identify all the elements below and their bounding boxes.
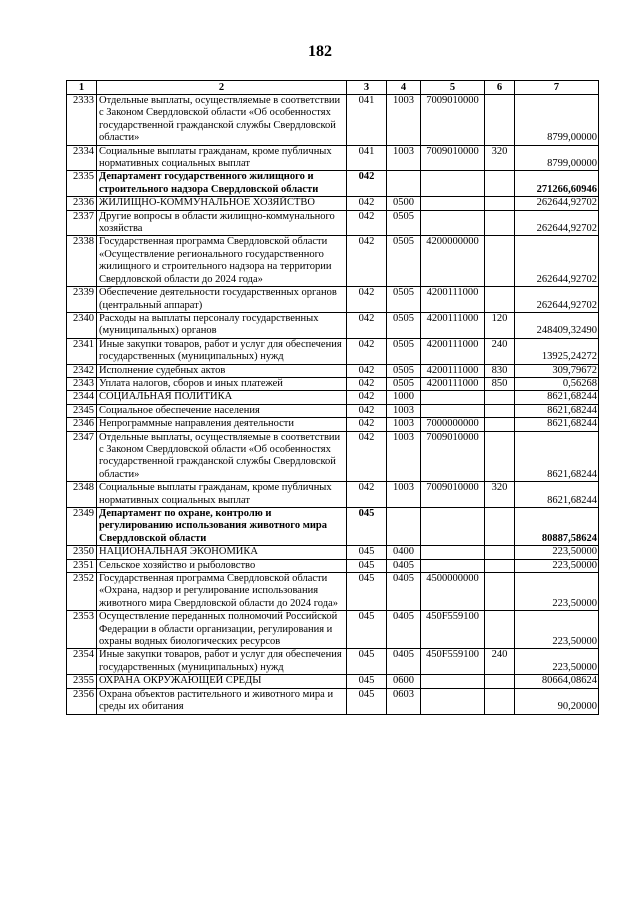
ministry-code-cell: 042 [347,404,387,417]
target-code-cell [421,391,485,404]
row-name-cell: Отдельные выплаты, осуществляемые в соответствии с Законом Свердловской области «Об особенностях государственной гражданской службы Свердловской области» [97,431,347,482]
expense-type-cell [485,573,515,611]
amount-cell: 8621,68244 [515,482,599,508]
target-code-cell [421,508,485,546]
row-number-cell: 2336 [67,197,97,210]
amount-cell: 8799,00000 [515,145,599,171]
target-code-cell: 7009010000 [421,95,485,146]
budget-table [66,80,599,715]
section-code-cell [387,508,421,546]
expense-type-cell [485,546,515,559]
section-code-cell: 0505 [387,210,421,236]
table-row [67,688,599,714]
section-code-cell: 1003 [387,404,421,417]
ministry-code-cell: 045 [347,688,387,714]
expense-type-cell [485,431,515,482]
expense-type-cell [485,210,515,236]
amount-cell: 262644,92702 [515,236,599,287]
row-name-cell: ОХРАНА ОКРУЖАЮЩЕЙ СРЕДЫ [97,675,347,688]
table-row [67,508,599,546]
ministry-code-cell: 042 [347,364,387,377]
row-name-cell: Непрограммные направления деятельности [97,418,347,431]
expense-type-cell [485,611,515,649]
table-row [67,546,599,559]
amount-cell: 8799,00000 [515,95,599,146]
ministry-code-cell: 042 [347,431,387,482]
table-row [67,559,599,572]
row-name-cell: Иные закупки товаров, работ и услуг для обеспечения государственных (муниципальных) нужд [97,338,347,364]
target-code-cell: 7000000000 [421,418,485,431]
ministry-code-cell: 045 [347,675,387,688]
amount-cell: 90,20000 [515,688,599,714]
section-code-cell [387,171,421,197]
table-body [67,95,599,715]
target-code-cell: 4200111000 [421,338,485,364]
table-row [67,364,599,377]
row-name-cell: ЖИЛИЩНО-КОММУНАЛЬНОЕ ХОЗЯЙСТВО [97,197,347,210]
section-code-cell: 0505 [387,364,421,377]
target-code-cell: 4200111000 [421,377,485,390]
row-number-cell: 2350 [67,546,97,559]
amount-cell: 80664,08624 [515,675,599,688]
section-code-cell: 0400 [387,546,421,559]
target-code-cell: 4200111000 [421,364,485,377]
ministry-code-cell: 045 [347,559,387,572]
row-name-cell: Государственная программа Свердловской области «Охрана, надзор и регулирование использования животного мира Свердловской области до 2024 года» [97,573,347,611]
ministry-code-cell: 042 [347,391,387,404]
target-code-cell [421,675,485,688]
amount-cell: 223,50000 [515,573,599,611]
target-code-cell: 4200000000 [421,236,485,287]
expense-type-cell [485,559,515,572]
section-code-cell: 0505 [387,236,421,287]
table-row [67,171,599,197]
row-number-cell: 2349 [67,508,97,546]
expense-type-cell: 240 [485,338,515,364]
ministry-code-cell: 045 [347,649,387,675]
target-code-cell: 4200111000 [421,287,485,313]
table-row [67,312,599,338]
row-number-cell: 2340 [67,312,97,338]
target-code-cell: 450F559100 [421,649,485,675]
table-row [67,431,599,482]
row-number-cell: 2347 [67,431,97,482]
header-cell: 4 [387,81,421,95]
amount-cell: 0,56268 [515,377,599,390]
section-code-cell: 0500 [387,197,421,210]
header-cell: 6 [485,81,515,95]
section-code-cell: 1003 [387,418,421,431]
expense-type-cell [485,418,515,431]
section-code-cell: 0505 [387,338,421,364]
section-code-cell: 0405 [387,559,421,572]
row-number-cell: 2337 [67,210,97,236]
ministry-code-cell: 042 [347,338,387,364]
amount-cell: 248409,32490 [515,312,599,338]
amount-cell: 8621,68244 [515,418,599,431]
ministry-code-cell: 042 [347,197,387,210]
amount-cell: 80887,58624 [515,508,599,546]
table-row [67,482,599,508]
amount-cell: 271266,60946 [515,171,599,197]
section-code-cell: 0600 [387,675,421,688]
table-row [67,145,599,171]
row-name-cell: Социальные выплаты гражданам, кроме публичных нормативных социальных выплат [97,145,347,171]
amount-cell: 8621,68244 [515,404,599,417]
row-name-cell: Исполнение судебных актов [97,364,347,377]
row-name-cell: Расходы на выплаты персоналу государственных (муниципальных) органов [97,312,347,338]
amount-cell: 262644,92702 [515,287,599,313]
row-number-cell: 2352 [67,573,97,611]
ministry-code-cell: 045 [347,611,387,649]
section-code-cell: 1003 [387,145,421,171]
row-name-cell: Сельское хозяйство и рыболовство [97,559,347,572]
ministry-code-cell: 042 [347,377,387,390]
row-number-cell: 2333 [67,95,97,146]
table-row [67,338,599,364]
ministry-code-cell: 042 [347,171,387,197]
amount-cell: 8621,68244 [515,431,599,482]
ministry-code-cell: 045 [347,508,387,546]
row-name-cell: Государственная программа Свердловской области «Осуществление регионального государственного жилищного и строительного надзора на территории Свердловской области до 2024 года» [97,236,347,287]
target-code-cell: 450F559100 [421,611,485,649]
page-number: 182 [308,43,332,60]
target-code-cell [421,404,485,417]
expense-type-cell [485,197,515,210]
ministry-code-cell: 042 [347,287,387,313]
ministry-code-cell: 042 [347,418,387,431]
section-code-cell: 0405 [387,573,421,611]
row-name-cell: Социальные выплаты гражданам, кроме публичных нормативных социальных выплат [97,482,347,508]
row-name-cell: Социальное обеспечение населения [97,404,347,417]
table-row [67,649,599,675]
amount-cell: 223,50000 [515,546,599,559]
row-name-cell: Уплата налогов, сборов и иных платежей [97,377,347,390]
amount-cell: 223,50000 [515,611,599,649]
expense-type-cell: 850 [485,377,515,390]
section-code-cell: 1003 [387,431,421,482]
ministry-code-cell: 042 [347,210,387,236]
row-number-cell: 2346 [67,418,97,431]
section-code-cell: 0505 [387,377,421,390]
target-code-cell: 7009010000 [421,431,485,482]
ministry-code-cell: 042 [347,236,387,287]
row-name-cell: НАЦИОНАЛЬНАЯ ЭКОНОМИКА [97,546,347,559]
row-number-cell: 2344 [67,391,97,404]
table-row [67,236,599,287]
ministry-code-cell: 045 [347,546,387,559]
header-cell: 2 [97,81,347,95]
row-name-cell: Другие вопросы в области жилищно-коммунального хозяйства [97,210,347,236]
row-name-cell: Осуществление переданных полномочий Российской Федерации в области организации, регулирования и охраны водных биологических ресурсов [97,611,347,649]
amount-cell: 223,50000 [515,559,599,572]
ministry-code-cell: 042 [347,482,387,508]
ministry-code-cell: 041 [347,95,387,146]
target-code-cell: 4500000000 [421,573,485,611]
row-number-cell: 2356 [67,688,97,714]
header-cell: 7 [515,81,599,95]
row-number-cell: 2334 [67,145,97,171]
row-number-cell: 2339 [67,287,97,313]
amount-cell: 262644,92702 [515,197,599,210]
section-code-cell: 1003 [387,482,421,508]
header-cell: 3 [347,81,387,95]
table-header-row [67,81,599,95]
expense-type-cell: 120 [485,312,515,338]
amount-cell: 223,50000 [515,649,599,675]
amount-cell: 309,79672 [515,364,599,377]
expense-type-cell: 320 [485,482,515,508]
table-row [67,573,599,611]
row-number-cell: 2343 [67,377,97,390]
table-row [67,377,599,390]
section-code-cell: 1003 [387,95,421,146]
table-row [67,675,599,688]
table-row [67,210,599,236]
amount-cell: 8621,68244 [515,391,599,404]
table-row [67,287,599,313]
target-code-cell [421,210,485,236]
table-row [67,404,599,417]
target-code-cell: 7009010000 [421,145,485,171]
header-cell: 1 [67,81,97,95]
expense-type-cell [485,508,515,546]
table-row [67,611,599,649]
table-row [67,95,599,146]
ministry-code-cell: 045 [347,573,387,611]
header-cell: 5 [421,81,485,95]
row-number-cell: 2335 [67,171,97,197]
row-name-cell: Департамент государственного жилищного и строительного надзора Свердловской области [97,171,347,197]
row-name-cell: СОЦИАЛЬНАЯ ПОЛИТИКА [97,391,347,404]
table-row [67,418,599,431]
section-code-cell: 0603 [387,688,421,714]
expense-type-cell [485,391,515,404]
amount-cell: 13925,24272 [515,338,599,364]
expense-type-cell [485,236,515,287]
row-number-cell: 2345 [67,404,97,417]
amount-cell: 262644,92702 [515,210,599,236]
target-code-cell [421,688,485,714]
target-code-cell [421,171,485,197]
section-code-cell: 1000 [387,391,421,404]
row-name-cell: Департамент по охране, контролю и регулированию использования животного мира Свердловской области [97,508,347,546]
table-row [67,197,599,210]
row-number-cell: 2341 [67,338,97,364]
expense-type-cell [485,171,515,197]
target-code-cell [421,546,485,559]
target-code-cell: 4200111000 [421,312,485,338]
row-name-cell: Иные закупки товаров, работ и услуг для обеспечения государственных (муниципальных) нужд [97,649,347,675]
expense-type-cell: 320 [485,145,515,171]
row-number-cell: 2354 [67,649,97,675]
row-number-cell: 2355 [67,675,97,688]
row-name-cell: Охрана объектов растительного и животного мира и среды их обитания [97,688,347,714]
expense-type-cell: 830 [485,364,515,377]
section-code-cell: 0405 [387,649,421,675]
expense-type-cell [485,688,515,714]
expense-type-cell [485,95,515,146]
ministry-code-cell: 042 [347,312,387,338]
row-number-cell: 2342 [67,364,97,377]
row-number-cell: 2338 [67,236,97,287]
table-row [67,391,599,404]
section-code-cell: 0405 [387,611,421,649]
expense-type-cell: 240 [485,649,515,675]
target-code-cell [421,559,485,572]
row-number-cell: 2353 [67,611,97,649]
target-code-cell: 7009010000 [421,482,485,508]
row-number-cell: 2351 [67,559,97,572]
expense-type-cell [485,404,515,417]
row-name-cell: Отдельные выплаты, осуществляемые в соответствии с Законом Свердловской области «Об особенностях государственной гражданской службы Свердловской области» [97,95,347,146]
expense-type-cell [485,675,515,688]
expense-type-cell [485,287,515,313]
row-number-cell: 2348 [67,482,97,508]
target-code-cell [421,197,485,210]
section-code-cell: 0505 [387,287,421,313]
section-code-cell: 0505 [387,312,421,338]
row-name-cell: Обеспечение деятельности государственных органов (центральный аппарат) [97,287,347,313]
ministry-code-cell: 041 [347,145,387,171]
